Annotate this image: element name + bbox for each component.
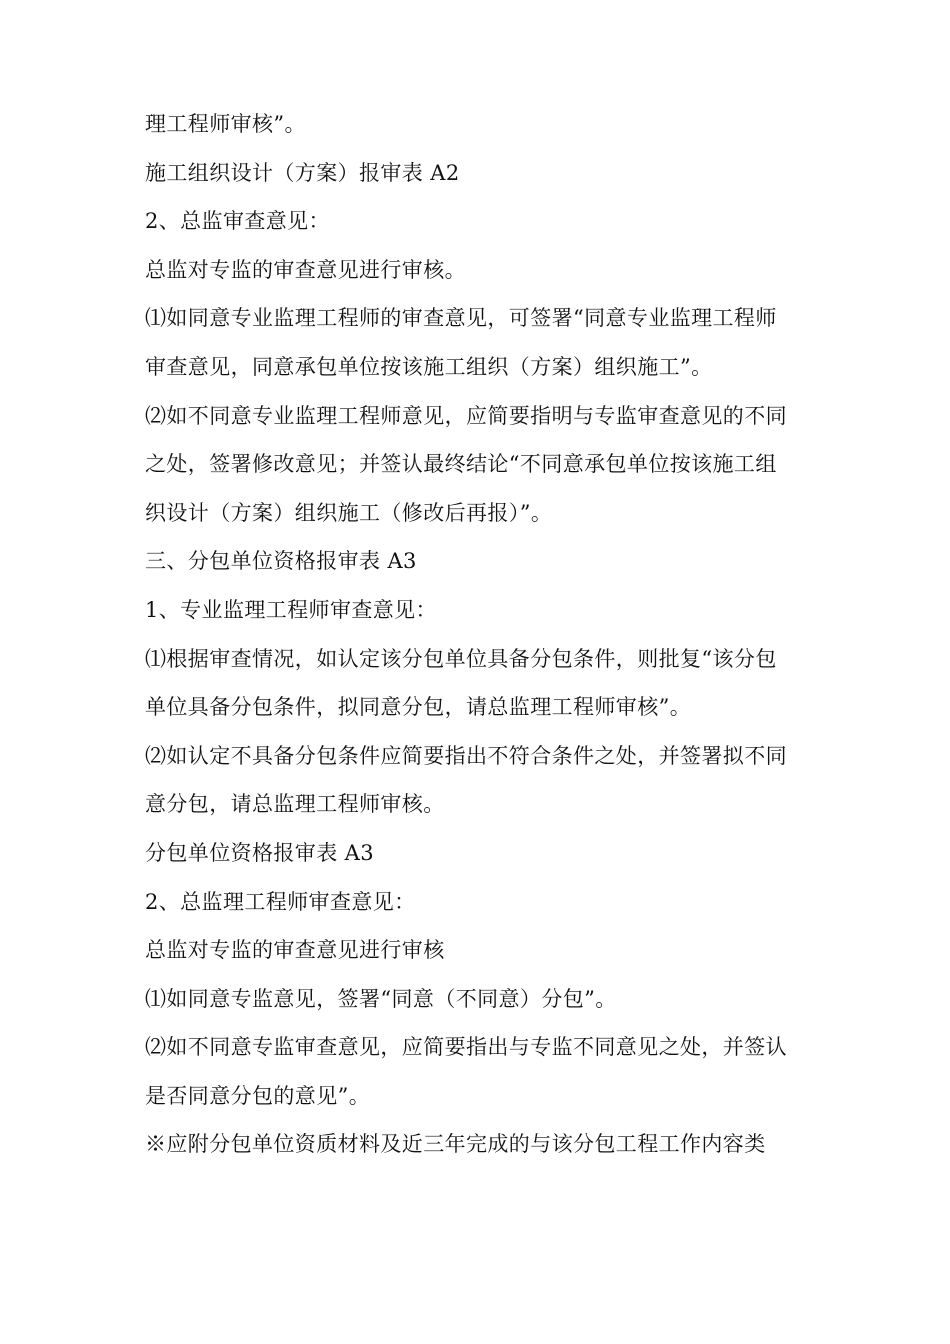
note-line: ※应附分包单位资质材料及近三年完成的与该分包工程工作内容类 — [145, 1132, 766, 1157]
section-heading-subcontractor: 三、分包单位资格报审表 A3 — [145, 549, 417, 574]
text-line: 审查意见，同意承包单位按该施工组织（方案）组织施工”。 — [145, 354, 713, 379]
text-line: ⑴如同意专业监理工程师的审查意见，可签署“同意专业监理工程师 — [145, 306, 777, 331]
section-heading-chief-engineer-review: 2、总监理工程师审查意见： — [145, 889, 416, 914]
text-line: 之处，签署修改意见；并签认最终结论“不同意承包单位按该施工组 — [145, 452, 777, 477]
section-heading-specialist-review: 1、专业监理工程师审查意见： — [145, 597, 437, 622]
text-line: ⑵如不同意专业监理工程师意见，应简要指明与专监审查意见的不同 — [145, 403, 787, 428]
text-line: 总监对专监的审查意见进行审核。 — [145, 257, 466, 282]
text-line: 织设计（方案）组织施工（修改后再报）”。 — [145, 500, 553, 525]
text-line: ⑵如不同意专监审查意见，应简要指出与专监不同意见之处，并签认 — [145, 1035, 787, 1060]
text-line: ⑴如同意专监意见，签署“同意（不同意）分包”。 — [145, 986, 617, 1011]
text-line: 意分包，请总监理工程师审核。 — [145, 792, 445, 817]
form-heading-a3: 分包单位资格报审表 A3 — [145, 840, 375, 865]
text-line-continuation: 理工程师审核”。 — [145, 112, 306, 136]
text-line: 单位具备分包条件，拟同意分包，请总监理工程师审核”。 — [145, 695, 692, 720]
document-body — [145, 112, 815, 1181]
text-line: ⑴根据审查情况，如认定该分包单位具备分包条件，则批复“该分包 — [145, 646, 777, 671]
form-heading-a2: 施工组织设计（方案）报审表 A2 — [145, 160, 460, 185]
text-line: 总监对专监的审查意见进行审核 — [145, 938, 445, 963]
text-line: 是否同意分包的意见”。 — [145, 1083, 371, 1108]
section-heading-chief-review: 2、总监审查意见： — [145, 209, 330, 234]
text-line: ⑵如认定不具备分包条件应简要指出不符合条件之处，并签署拟不同 — [145, 743, 787, 768]
